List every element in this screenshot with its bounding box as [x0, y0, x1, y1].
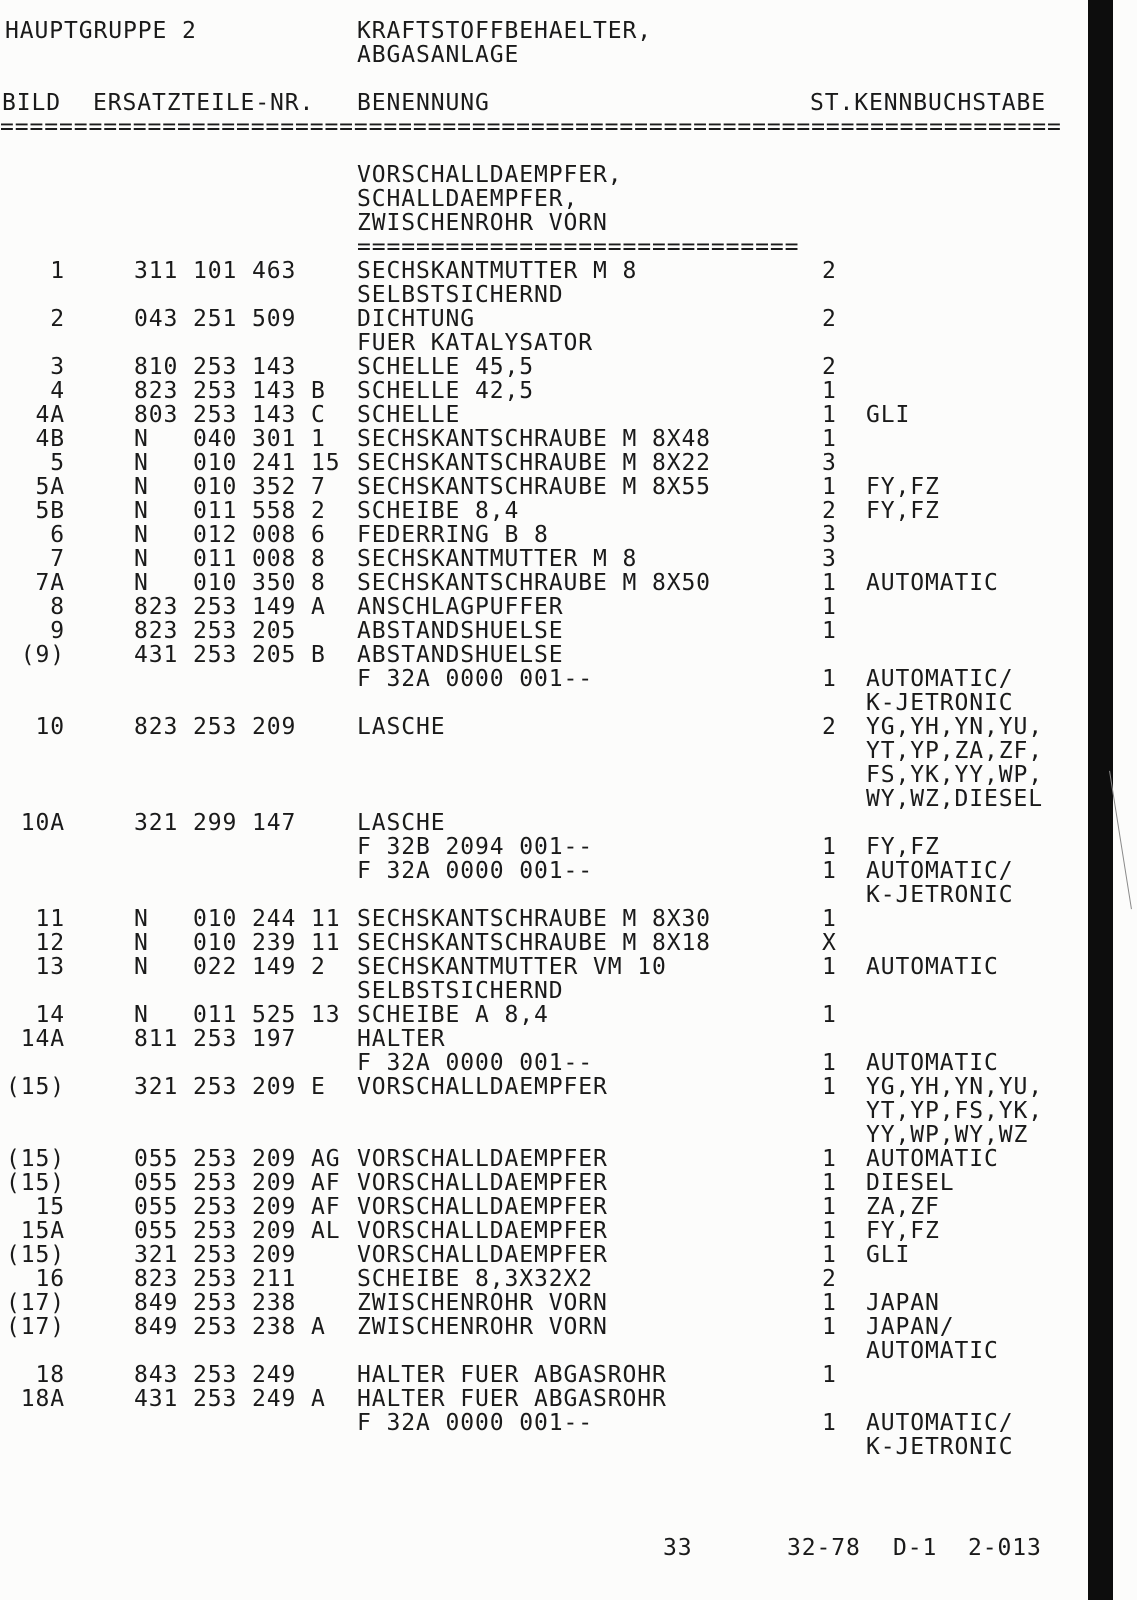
part-description: VORSCHALLDAEMPFER [357, 1194, 608, 1220]
code-letters: GLI [866, 1242, 911, 1268]
quantity: 2 [822, 306, 837, 332]
part-number: 823 253 209 [134, 714, 297, 740]
section-title-line-1: VORSCHALLDAEMPFER, [357, 162, 623, 188]
part-description: VORSCHALLDAEMPFER [357, 1242, 608, 1268]
quantity: 3 [822, 546, 837, 572]
code-letters: K-JETRONIC [866, 882, 1014, 908]
part-description: SECHSKANTSCHRAUBE M 8X18 [357, 930, 711, 956]
parts-list-line [0, 307, 1080, 331]
parts-list-line [0, 739, 1080, 763]
item-number: (15) [6, 1242, 65, 1268]
item-number: 18A [20, 1386, 65, 1412]
quantity: 1 [822, 1170, 837, 1196]
parts-list-line [0, 1435, 1080, 1459]
code-letters: FY,FZ [866, 834, 940, 860]
part-number: 321 299 147 [134, 810, 297, 836]
part-description: HALTER FUER ABGASROHR [357, 1362, 667, 1388]
item-number: 4 [50, 378, 65, 404]
quantity: 1 [822, 474, 837, 500]
part-description: SECHSKANTMUTTER M 8 [357, 546, 638, 572]
parts-list-line [0, 1291, 1080, 1315]
part-prefix: N [134, 930, 149, 956]
scan-edge-bar [1088, 0, 1113, 1600]
column-header-qty-code: ST.KENNBUCHSTABE [810, 90, 1046, 116]
quantity: 1 [822, 1314, 837, 1340]
parts-list-line [0, 379, 1080, 403]
part-description: DICHTUNG [357, 306, 475, 332]
part-number: 321 253 209 E [134, 1074, 326, 1100]
item-number: 4A [35, 402, 65, 428]
item-number: 14A [20, 1026, 65, 1052]
part-number: 803 253 143 C [134, 402, 326, 428]
part-description: VORSCHALLDAEMPFER [357, 1218, 608, 1244]
part-number: 811 253 197 [134, 1026, 297, 1052]
main-group-label: HAUPTGRUPPE 2 [5, 18, 197, 44]
parts-list-line [0, 715, 1080, 739]
part-prefix: N [134, 954, 149, 980]
part-description: ABSTANDSHUELSE [357, 618, 564, 644]
part-number: 011 525 13 [193, 1002, 341, 1028]
item-number: (15) [6, 1146, 65, 1172]
item-number: 18 [35, 1362, 65, 1388]
part-number: 823 253 143 B [134, 378, 326, 404]
quantity: 1 [822, 1362, 837, 1388]
code-letters: DIESEL [866, 1170, 955, 1196]
part-description: F 32A 0000 001-- [357, 666, 593, 692]
part-description: ABSTANDSHUELSE [357, 642, 564, 668]
quantity: 2 [822, 258, 837, 284]
parts-list-line [0, 283, 1080, 307]
part-description: SECHSKANTSCHRAUBE M 8X50 [357, 570, 711, 596]
code-letters: YG,YH,YN,YU, [866, 714, 1043, 740]
part-number: 849 253 238 [134, 1290, 297, 1316]
item-number: 1 [50, 258, 65, 284]
quantity: 2 [822, 498, 837, 524]
parts-list-line [0, 835, 1080, 859]
part-number: 010 244 11 [193, 906, 341, 932]
parts-list-line [0, 1171, 1080, 1195]
parts-list-line [0, 331, 1080, 355]
part-description: LASCHE [357, 714, 446, 740]
code-letters: YT,YP,ZA,ZF, [866, 738, 1043, 764]
part-description: VORSCHALLDAEMPFER [357, 1074, 608, 1100]
item-number: 4B [35, 426, 65, 452]
part-description: SELBSTSICHERND [357, 282, 564, 308]
parts-list-line [0, 427, 1080, 451]
part-number: 431 253 205 B [134, 642, 326, 668]
part-description: F 32A 0000 001-- [357, 858, 593, 884]
column-header-description: BENENNUNG [357, 90, 490, 116]
parts-list-line [0, 1147, 1080, 1171]
parts-list-line [0, 355, 1080, 379]
part-number: 055 253 209 AF [134, 1194, 341, 1220]
part-description: SECHSKANTSCHRAUBE M 8X48 [357, 426, 711, 452]
item-number: 3 [50, 354, 65, 380]
parts-list-line [0, 955, 1080, 979]
quantity: 1 [822, 1242, 837, 1268]
part-number: 040 301 1 [193, 426, 326, 452]
part-number: 010 352 7 [193, 474, 326, 500]
part-number: 849 253 238 A [134, 1314, 326, 1340]
item-number: 6 [50, 522, 65, 548]
quantity: 2 [822, 354, 837, 380]
quantity: 1 [822, 1050, 837, 1076]
code-letters: AUTOMATIC [866, 954, 999, 980]
part-description: ZWISCHENROHR VORN [357, 1314, 608, 1340]
part-prefix: N [134, 474, 149, 500]
code-letters: GLI [866, 402, 911, 428]
footer-page-number: 33 [663, 1535, 693, 1561]
parts-list-line [0, 811, 1080, 835]
part-description: SCHEIBE 8,4 [357, 498, 520, 524]
parts-list-line [0, 1267, 1080, 1291]
item-number: 10A [20, 810, 65, 836]
part-description: ZWISCHENROHR VORN [357, 1290, 608, 1316]
code-letters: YY,WP,WY,WZ [866, 1122, 1029, 1148]
parts-list-line [0, 1219, 1080, 1243]
section-title-line-3: ZWISCHENROHR VORN [357, 210, 608, 236]
quantity: 1 [822, 1290, 837, 1316]
item-number: 5A [35, 474, 65, 500]
part-prefix: N [134, 1002, 149, 1028]
parts-list-line [0, 979, 1080, 1003]
item-number: 12 [35, 930, 65, 956]
parts-list-line [0, 1387, 1080, 1411]
part-description: HALTER [357, 1026, 446, 1052]
quantity: 1 [822, 666, 837, 692]
section-underline: ============================== [357, 234, 800, 260]
footer-date: 32-78 [787, 1535, 861, 1561]
part-prefix: N [134, 426, 149, 452]
part-prefix: N [134, 906, 149, 932]
item-number: 15A [20, 1218, 65, 1244]
part-description: ANSCHLAGPUFFER [357, 594, 564, 620]
part-prefix: N [134, 570, 149, 596]
part-number: 055 253 209 AF [134, 1170, 341, 1196]
part-number: 311 101 463 [134, 258, 297, 284]
parts-list-line [0, 691, 1080, 715]
item-number: (9) [20, 642, 65, 668]
parts-list-line [0, 1123, 1080, 1147]
part-description: SCHEIBE A 8,4 [357, 1002, 549, 1028]
code-letters: AUTOMATIC [866, 570, 999, 596]
group-title-line-1: KRAFTSTOFFBEHAELTER, [357, 18, 652, 44]
item-number: 11 [35, 906, 65, 932]
quantity: 1 [822, 906, 837, 932]
parts-list-line [0, 1339, 1080, 1363]
part-prefix: N [134, 450, 149, 476]
footer-reference-1: D-1 [893, 1535, 938, 1561]
quantity: 1 [822, 1074, 837, 1100]
parts-list-line [0, 1075, 1080, 1099]
part-prefix: N [134, 546, 149, 572]
code-letters: FY,FZ [866, 498, 940, 524]
code-letters: AUTOMATIC [866, 1146, 999, 1172]
item-number: (17) [6, 1290, 65, 1316]
quantity: 1 [822, 1194, 837, 1220]
part-number: 010 239 11 [193, 930, 341, 956]
part-description: SCHELLE 45,5 [357, 354, 534, 380]
part-prefix: N [134, 522, 149, 548]
code-letters: AUTOMATIC/ [866, 1410, 1014, 1436]
quantity: 2 [822, 714, 837, 740]
part-number: 823 253 211 [134, 1266, 297, 1292]
part-description: VORSCHALLDAEMPFER [357, 1146, 608, 1172]
code-letters: AUTOMATIC/ [866, 666, 1014, 692]
code-letters: FS,YK,YY,WP, [866, 762, 1043, 788]
item-number: (15) [6, 1074, 65, 1100]
header-separator: ======================================================================== [0, 114, 1062, 140]
code-letters: YG,YH,YN,YU, [866, 1074, 1043, 1100]
part-description: FUER KATALYSATOR [357, 330, 593, 356]
code-letters: FY,FZ [866, 474, 940, 500]
parts-list-line [0, 1027, 1080, 1051]
item-number: 7A [35, 570, 65, 596]
parts-list-line [0, 859, 1080, 883]
parts-list-line [0, 1195, 1080, 1219]
part-number: 823 253 205 [134, 618, 297, 644]
footer-reference-2: 2-013 [968, 1535, 1042, 1561]
column-header-bild: BILD [2, 90, 61, 116]
parts-list-line [0, 667, 1080, 691]
part-number: 043 251 509 [134, 306, 297, 332]
part-description: SECHSKANTMUTTER VM 10 [357, 954, 667, 980]
part-number: 022 149 2 [193, 954, 326, 980]
part-number: 843 253 249 [134, 1362, 297, 1388]
parts-list-line [0, 1363, 1080, 1387]
parts-list-line [0, 1051, 1080, 1075]
quantity: 1 [822, 1218, 837, 1244]
parts-list-line [0, 763, 1080, 787]
parts-list-line [0, 259, 1080, 283]
quantity: 1 [822, 570, 837, 596]
part-description: SECHSKANTSCHRAUBE M 8X55 [357, 474, 711, 500]
column-header-part-number: ERSATZTEILE-NR. [93, 90, 315, 116]
code-letters: K-JETRONIC [866, 690, 1014, 716]
part-prefix: N [134, 498, 149, 524]
item-number: 5 [50, 450, 65, 476]
part-description: SCHELLE 42,5 [357, 378, 534, 404]
item-number: 13 [35, 954, 65, 980]
code-letters: AUTOMATIC [866, 1338, 999, 1364]
part-description: SECHSKANTMUTTER M 8 [357, 258, 638, 284]
part-description: F 32A 0000 001-- [357, 1050, 593, 1076]
item-number: 5B [35, 498, 65, 524]
quantity: 1 [822, 426, 837, 452]
code-letters: FY,FZ [866, 1218, 940, 1244]
part-description: F 32A 0000 001-- [357, 1410, 593, 1436]
quantity: 1 [822, 858, 837, 884]
quantity: 2 [822, 1266, 837, 1292]
parts-list-line [0, 595, 1080, 619]
quantity: 3 [822, 522, 837, 548]
parts-list-line [0, 619, 1080, 643]
parts-list-line [0, 1003, 1080, 1027]
part-number: 011 558 2 [193, 498, 326, 524]
part-description: SCHELLE [357, 402, 461, 428]
code-letters: ZA,ZF [866, 1194, 940, 1220]
section-title-line-2: SCHALLDAEMPFER, [357, 186, 579, 212]
quantity: 1 [822, 954, 837, 980]
item-number: 16 [35, 1266, 65, 1292]
part-number: 011 008 8 [193, 546, 326, 572]
part-description: VORSCHALLDAEMPFER [357, 1170, 608, 1196]
quantity: 1 [822, 1002, 837, 1028]
item-number: (15) [6, 1170, 65, 1196]
parts-list-line [0, 1099, 1080, 1123]
parts-list-line [0, 547, 1080, 571]
parts-list-line [0, 403, 1080, 427]
part-description: SELBSTSICHERND [357, 978, 564, 1004]
quantity: 3 [822, 450, 837, 476]
code-letters: JAPAN/ [866, 1314, 955, 1340]
item-number: 10 [35, 714, 65, 740]
parts-list-line [0, 643, 1080, 667]
part-number: 810 253 143 [134, 354, 297, 380]
quantity: 1 [822, 594, 837, 620]
parts-list-line [0, 1243, 1080, 1267]
part-description: HALTER FUER ABGASROHR [357, 1386, 667, 1412]
quantity: 1 [822, 378, 837, 404]
code-letters: K-JETRONIC [866, 1434, 1014, 1460]
code-letters: WY,WZ,DIESEL [866, 786, 1043, 812]
part-number: 055 253 209 AL [134, 1218, 341, 1244]
parts-list-line [0, 787, 1080, 811]
part-number: 321 253 209 [134, 1242, 297, 1268]
parts-list-line [0, 907, 1080, 931]
item-number: (17) [6, 1314, 65, 1340]
part-number: 055 253 209 AG [134, 1146, 341, 1172]
quantity: 1 [822, 1410, 837, 1436]
part-description: FEDERRING B 8 [357, 522, 549, 548]
parts-list-line [0, 883, 1080, 907]
code-letters: AUTOMATIC [866, 1050, 999, 1076]
part-number: 823 253 149 A [134, 594, 326, 620]
parts-list-line [0, 451, 1080, 475]
parts-list-line [0, 1315, 1080, 1339]
parts-list-line [0, 571, 1080, 595]
part-description: SCHEIBE 8,3X32X2 [357, 1266, 593, 1292]
part-description: SECHSKANTSCHRAUBE M 8X22 [357, 450, 711, 476]
group-title-line-2: ABGASANLAGE [357, 42, 520, 68]
parts-list-line [0, 931, 1080, 955]
item-number: 2 [50, 306, 65, 332]
item-number: 8 [50, 594, 65, 620]
part-description: F 32B 2094 001-- [357, 834, 593, 860]
code-letters: AUTOMATIC/ [866, 858, 1014, 884]
item-number: 7 [50, 546, 65, 572]
parts-list-line [0, 1411, 1080, 1435]
part-number: 010 350 8 [193, 570, 326, 596]
quantity: X [822, 930, 837, 956]
part-number: 012 008 6 [193, 522, 326, 548]
quantity: 1 [822, 834, 837, 860]
quantity: 1 [822, 1146, 837, 1172]
quantity: 1 [822, 618, 837, 644]
part-description: LASCHE [357, 810, 446, 836]
parts-list-line [0, 523, 1080, 547]
item-number: 15 [35, 1194, 65, 1220]
parts-list-line [0, 475, 1080, 499]
item-number: 9 [50, 618, 65, 644]
parts-list-line [0, 499, 1080, 523]
part-number: 431 253 249 A [134, 1386, 326, 1412]
part-description: SECHSKANTSCHRAUBE M 8X30 [357, 906, 711, 932]
quantity: 1 [822, 402, 837, 428]
part-number: 010 241 15 [193, 450, 341, 476]
item-number: 14 [35, 1002, 65, 1028]
code-letters: JAPAN [866, 1290, 940, 1316]
code-letters: YT,YP,FS,YK, [866, 1098, 1043, 1124]
